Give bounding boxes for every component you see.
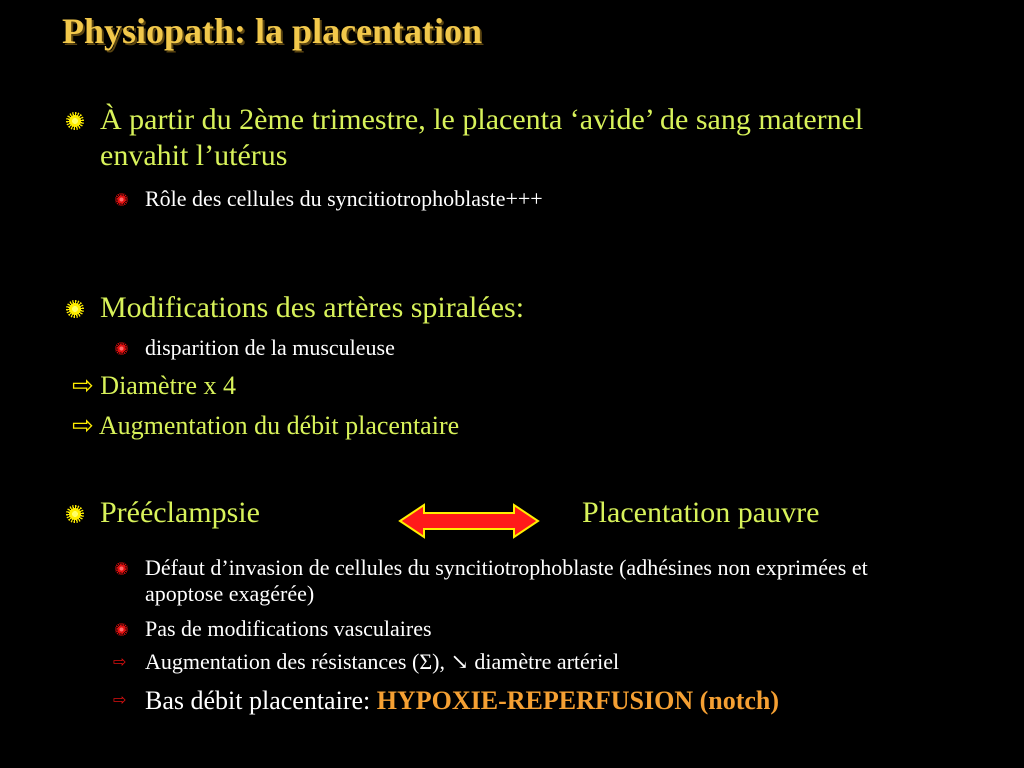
bullet-3-sub-3: Augmentation des résistances (Σ), ↘ diamètre artériel	[145, 649, 620, 674]
bullet-1-sub: Rôle des cellules du syncitiotrophoblaste+++	[145, 186, 543, 211]
gear-bullet-icon	[66, 112, 84, 130]
red-gear-bullet-icon	[115, 623, 128, 636]
red-gear-bullet-icon	[115, 342, 128, 355]
hypoxie-reperfusion-emphasis: HYPOXIE-REPERFUSION (notch)	[376, 686, 780, 715]
bullet-3-sub-2: Pas de modifications vasculaires	[145, 616, 432, 641]
gear-bullet-icon	[66, 505, 84, 523]
bullet-3-left-text: Prééclampsie	[100, 496, 260, 529]
hollow-arrow-bullet-icon: ⇨	[72, 371, 94, 401]
bullet-1-text: À partir du 2ème trimestre, le placenta ‘avide’ de sang maternel envahit l’utérus	[100, 103, 864, 172]
bullet-2-arrow-2-text: Augmentation du débit placentaire	[98, 411, 460, 440]
hollow-arrow-bullet-icon: ⇨	[72, 411, 94, 441]
hollow-arrow-bullet-icon: ⇨	[113, 652, 127, 671]
red-gear-bullet-icon	[115, 193, 128, 206]
bullet-2-text: Modifications des artères spiralées:	[100, 291, 525, 324]
bullet-3-sub-4-prefix: Bas débit placentaire:	[145, 686, 377, 715]
gear-bullet-icon	[66, 300, 84, 318]
bullet-2-arrow-2	[72, 410, 459, 442]
bullet-3-sub-4	[145, 684, 905, 718]
bullet-3-sub-1: Défaut d’invasion de cellules du syncitiotrophoblaste (adhésines non exprimées et apoptose exagérée)	[145, 555, 868, 606]
hollow-arrow-bullet-icon: ⇨	[113, 690, 127, 709]
double-arrow-icon	[398, 503, 540, 539]
bullet-2-sub: disparition de la musculeuse	[145, 335, 395, 360]
slide-title: Physiopath: la placentation	[62, 11, 483, 51]
bullet-2-arrow-1-text: Diamètre x 4	[100, 371, 237, 400]
red-gear-bullet-icon	[115, 562, 128, 575]
bullet-3-right-text: Placentation pauvre	[582, 496, 820, 529]
bullet-2-arrow-1	[72, 370, 236, 402]
